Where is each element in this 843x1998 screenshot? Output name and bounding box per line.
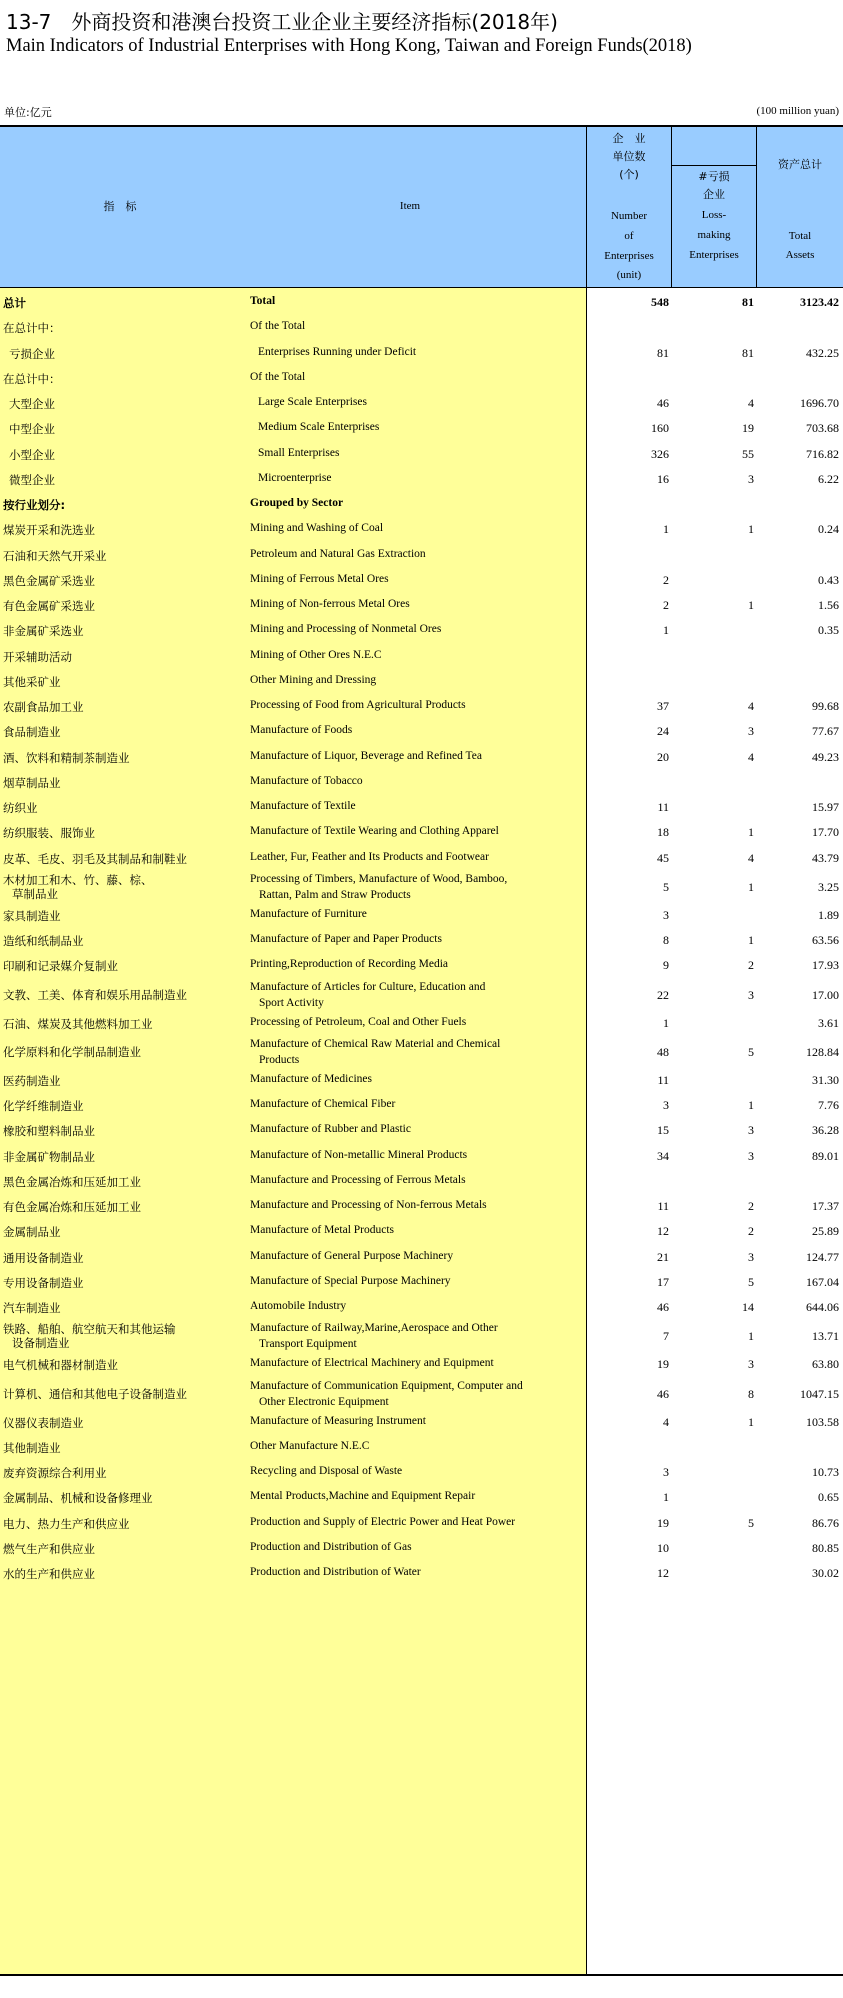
table-row [0, 795, 843, 820]
table-row [0, 1435, 843, 1460]
row-item-en: Petroleum and Natural Gas Extraction [250, 547, 426, 560]
row-item-en: Processing of Timbers, Manufacture of Wood, Bamboo, Rattan, Palm and Straw Products [250, 872, 508, 901]
row-item-en: Manufacture of Railway,Marine,Aerospace and Other Transport Equipment [250, 1322, 498, 1351]
row-enterprises: 2 [663, 572, 669, 587]
row-item-en: Enterprises Running under Deficit [258, 345, 417, 358]
row-item-en: Leather, Fur, Feather and Its Products and Footwear [250, 850, 489, 863]
row-loss-making: 1 [748, 522, 754, 537]
row-indicator-cn: 开采辅助活动 [3, 649, 72, 664]
row-enterprises: 3 [663, 1465, 669, 1479]
row-indicator-cn: 通用设备制造业 [3, 1250, 84, 1265]
row-total-assets: 3.25 [818, 879, 839, 894]
row-total-assets: 17.93 [812, 958, 839, 973]
table-row [0, 745, 843, 770]
row-enterprises: 3 [663, 1098, 669, 1112]
header-assets-en-1: Total [788, 230, 812, 242]
row-enterprises: 1 [663, 522, 669, 537]
row-loss-making: 14 [742, 1300, 754, 1314]
row-item-en: Manufacture of General Purpose Machinery [250, 1249, 454, 1262]
row-indicator-cn: 有色金属冶炼和压延加工业 [3, 1200, 141, 1214]
header-num-ent-cn-1: 企 业 [612, 132, 646, 145]
table-row [0, 846, 843, 871]
row-indicator-cn: 石油和天然气开采业 [3, 548, 107, 563]
row-loss-making: 3 [748, 1148, 754, 1163]
row-total-assets: 0.65 [818, 1490, 839, 1505]
row-total-assets: 17.70 [812, 825, 839, 840]
header-num-ent-en-3: Enterprises [604, 250, 654, 262]
row-indicator-cn: 废弃资源综合利用业 [3, 1466, 107, 1480]
table-row [0, 1011, 843, 1036]
header-num-ent-cn-2: 单位数 [612, 150, 646, 163]
table-row [0, 770, 843, 795]
table-row [0, 694, 843, 719]
table-row [0, 1536, 843, 1561]
row-item-en: Manufacture of Liquor, Beverage and Refined Tea [250, 749, 482, 762]
table-row [0, 1378, 843, 1410]
row-loss-making: 4 [748, 749, 754, 764]
row-item-en: Manufacture of Tobacco [250, 774, 363, 787]
row-enterprises: 17 [657, 1274, 669, 1289]
row-enterprises: 19 [657, 1357, 669, 1372]
row-indicator-cn: 大型企业 [9, 397, 55, 411]
row-enterprises: 12 [657, 1224, 669, 1239]
row-loss-making: 5 [748, 1515, 754, 1530]
row-item-en: Other Mining and Dressing [250, 673, 377, 686]
header-loss-en-1: Loss- [701, 209, 727, 221]
row-loss-making: 1 [748, 933, 754, 947]
row-item-en: Manufacture of Chemical Raw Material and Chemical Products [250, 1037, 501, 1066]
row-item-en: Manufacture and Processing of Ferrous Metals [250, 1173, 466, 1186]
row-loss-making: 3 [748, 1357, 754, 1372]
table-row [0, 290, 843, 315]
row-loss-making: 1 [748, 598, 754, 612]
table-row [0, 618, 843, 643]
row-item-en: Other Manufacture N.E.C [250, 1439, 370, 1452]
row-indicator-cn: 木材加工和木、竹、藤、棕、 草制品业 [3, 872, 153, 901]
header-assets-cn: 资产总计 [778, 158, 822, 171]
table-row [0, 341, 843, 366]
row-indicator-cn: 在总计中： [3, 321, 61, 336]
table-row [0, 1068, 843, 1093]
row-total-assets: 644.06 [806, 1300, 839, 1314]
row-item-en: Manufacture of Chemical Fiber [250, 1098, 396, 1110]
row-loss-making: 55 [742, 446, 754, 461]
row-total-assets: 1696.70 [800, 396, 839, 410]
table-row [0, 1144, 843, 1169]
row-total-assets: 17.37 [812, 1199, 839, 1213]
header-loss-en-3: Enterprises [689, 249, 739, 261]
row-item-en: Mental Products,Machine and Equipment Repair [250, 1490, 476, 1503]
table-row [0, 568, 843, 593]
row-item-en: Medium Scale Enterprises [258, 421, 380, 434]
table-row [0, 1245, 843, 1270]
table-row [0, 1561, 843, 1586]
table-row [0, 871, 843, 903]
row-indicator-cn: 中型企业 [9, 422, 55, 437]
row-indicator-cn: 家具制造业 [3, 908, 61, 923]
row-enterprises: 548 [651, 295, 669, 309]
row-item-en: Large Scale Enterprises [258, 396, 367, 408]
row-item-en: Manufacture of Medicines [250, 1072, 372, 1085]
row-item-en: Manufacture of Measuring Instrument [250, 1414, 426, 1427]
row-item-en: Manufacture and Processing of Non-ferrous Metals [250, 1199, 487, 1211]
header-num-ent-en-1: Number [610, 210, 648, 222]
row-enterprises: 16 [657, 471, 669, 486]
row-loss-making: 4 [748, 699, 754, 713]
row-loss-making: 1 [748, 879, 754, 894]
row-loss-making: 1 [748, 1414, 754, 1429]
row-loss-making: 5 [748, 1044, 754, 1059]
row-total-assets: 0.35 [818, 623, 839, 638]
row-total-assets: 128.84 [806, 1044, 839, 1059]
row-enterprises: 46 [657, 1386, 669, 1401]
row-total-assets: 3.61 [818, 1015, 839, 1030]
table-row [0, 1270, 843, 1295]
bottom-rule [0, 1974, 843, 1976]
row-total-assets: 703.68 [806, 421, 839, 436]
row-enterprises: 1 [663, 1015, 669, 1030]
row-item-en: Microenterprise [258, 471, 332, 484]
row-loss-making: 8 [748, 1386, 754, 1401]
header-assets-en-2: Assets [785, 249, 815, 261]
table-row [0, 442, 843, 467]
row-enterprises: 22 [657, 987, 669, 1002]
header-num-ent-cn-3: (个) [619, 168, 639, 181]
row-loss-making: 5 [748, 1274, 754, 1289]
table-body [0, 288, 843, 1974]
row-enterprises: 7 [663, 1329, 669, 1344]
row-total-assets: 6.22 [818, 471, 839, 486]
row-total-assets: 89.01 [812, 1148, 839, 1163]
row-total-assets: 716.82 [806, 446, 839, 461]
table-row [0, 669, 843, 694]
row-total-assets: 99.68 [812, 699, 839, 713]
table-row [0, 953, 843, 978]
row-enterprises: 20 [657, 749, 669, 764]
header-loss-cn-2: 企业 [703, 188, 725, 201]
table-row [0, 467, 843, 492]
row-item-en: Manufacture of Metal Products [250, 1224, 395, 1237]
row-total-assets: 25.89 [812, 1224, 839, 1239]
row-indicator-cn: 纺织业 [3, 801, 38, 815]
row-enterprises: 1 [663, 1490, 669, 1505]
header-loss-en-2: making [697, 229, 731, 241]
row-indicator-cn: 总计 [3, 296, 26, 310]
row-item-en: Manufacture of Textile Wearing and Clothing Apparel [250, 825, 499, 838]
row-enterprises: 34 [657, 1148, 669, 1163]
row-indicator-cn: 纺织服装、服饰业 [3, 826, 95, 841]
row-total-assets: 30.02 [812, 1566, 839, 1580]
row-enterprises: 10 [657, 1540, 669, 1555]
table-row [0, 315, 843, 340]
table-row [0, 1320, 843, 1352]
table-row [0, 979, 843, 1011]
row-enterprises: 45 [657, 850, 669, 865]
row-indicator-cn: 石油、煤炭及其他燃料加工业 [3, 1016, 153, 1031]
header-num-ent-en-4: (unit) [616, 269, 642, 281]
row-enterprises: 21 [657, 1249, 669, 1264]
row-indicator-cn: 黑色金属冶炼和压延加工业 [3, 1174, 141, 1189]
row-loss-making: 2 [748, 1199, 754, 1213]
table-row [0, 1410, 843, 1435]
row-enterprises: 11 [657, 800, 669, 814]
row-item-en: Automobile Industry [250, 1300, 347, 1312]
row-loss-making: 2 [748, 958, 754, 973]
row-enterprises: 2 [663, 598, 669, 612]
row-indicator-cn: 在总计中： [3, 371, 61, 386]
row-item-en: Manufacture of Furniture [250, 907, 367, 920]
row-indicator-cn: 造纸和纸制品业 [3, 934, 84, 948]
row-enterprises: 46 [657, 1300, 669, 1314]
row-total-assets: 0.24 [818, 522, 839, 537]
table-row [0, 416, 843, 441]
row-loss-making: 3 [748, 1123, 754, 1138]
row-indicator-cn: 金属制品业 [3, 1225, 61, 1240]
row-indicator-cn: 亏损企业 [9, 346, 55, 361]
row-loss-making: 4 [748, 396, 754, 410]
table-row [0, 820, 843, 845]
row-item-en: Mining and Washing of Coal [250, 522, 384, 535]
table-row [0, 517, 843, 542]
table-title-cn: 13-7 外商投资和港澳台投资工业企业主要经济指标(2018年) [6, 10, 558, 34]
row-indicator-cn: 汽车制造业 [3, 1301, 61, 1315]
row-indicator-cn: 电气机械和器材制造业 [3, 1358, 118, 1373]
row-indicator-cn: 计算机、通信和其他电子设备制造业 [3, 1386, 187, 1401]
row-total-assets: 86.76 [812, 1515, 839, 1530]
row-total-assets: 63.80 [812, 1357, 839, 1372]
row-enterprises: 48 [657, 1044, 669, 1059]
row-indicator-cn: 铁路、船舶、航空航天和其他运输 设备制造业 [3, 1322, 176, 1351]
row-enterprises: 46 [657, 396, 669, 410]
table-row [0, 1169, 843, 1194]
row-enterprises: 19 [657, 1515, 669, 1530]
table-row [0, 593, 843, 618]
row-loss-making: 2 [748, 1224, 754, 1239]
row-item-en: Production and Distribution of Gas [250, 1540, 412, 1553]
row-indicator-cn: 黑色金属矿采选业 [3, 573, 95, 588]
row-item-en: Recycling and Disposal of Waste [250, 1465, 403, 1477]
row-indicator-cn: 酒、饮料和精制茶制造业 [3, 750, 130, 765]
row-item-en: Of the Total [250, 370, 306, 383]
row-total-assets: 10.73 [812, 1465, 839, 1479]
row-enterprises: 4 [663, 1414, 669, 1429]
row-total-assets: 17.00 [812, 987, 839, 1002]
header-num-ent-en-2: of [624, 230, 634, 242]
row-item-en: Manufacture of Non-metallic Mineral Products [250, 1148, 468, 1161]
row-enterprises: 11 [657, 1072, 669, 1087]
row-indicator-cn: 电力、热力生产和供应业 [3, 1516, 130, 1531]
row-indicator-cn: 其他采矿业 [3, 674, 61, 689]
row-indicator-cn: 水的生产和供应业 [3, 1567, 95, 1581]
row-indicator-cn: 烟草制品业 [3, 775, 61, 790]
table-row [0, 391, 843, 416]
table-title-en: Main Indicators of Industrial Enterprises with Hong Kong, Taiwan and Foreign Funds(2018) [6, 36, 692, 56]
row-loss-making: 4 [748, 850, 754, 865]
row-total-assets: 15.97 [812, 800, 839, 814]
row-total-assets: 167.04 [806, 1274, 839, 1289]
row-indicator-cn: 文教、工美、体育和娱乐用品制造业 [3, 987, 187, 1002]
row-item-en: Processing of Food from Agricultural Products [250, 699, 466, 711]
header-loss-cn-1: #亏损 [698, 170, 730, 183]
row-loss-making: 3 [748, 1249, 754, 1264]
row-total-assets: 1047.15 [800, 1386, 839, 1401]
row-indicator-cn: 有色金属矿采选业 [3, 599, 95, 613]
row-loss-making: 3 [748, 471, 754, 486]
row-indicator-cn: 化学原料和化学制品制造业 [3, 1044, 141, 1059]
row-indicator-cn: 非金属矿采选业 [3, 624, 84, 639]
table-row [0, 1295, 843, 1320]
row-loss-making: 19 [742, 421, 754, 436]
row-indicator-cn: 橡胶和塑料制品业 [3, 1124, 95, 1139]
row-total-assets: 124.77 [806, 1249, 839, 1264]
row-loss-making: 3 [748, 724, 754, 739]
row-item-en: Production and Supply of Electric Power and Heat Power [250, 1515, 516, 1528]
row-item-en: Mining and Processing of Nonmetal Ores [250, 623, 442, 636]
table-row [0, 492, 843, 517]
row-enterprises: 3 [663, 907, 669, 922]
row-enterprises: 18 [657, 825, 669, 840]
row-item-en: Mining of Other Ores N.E.C [250, 648, 382, 661]
header-indicator-cn: 指 标 [103, 200, 137, 213]
row-enterprises: 24 [657, 724, 669, 739]
row-enterprises: 15 [657, 1123, 669, 1138]
table-row [0, 1352, 843, 1377]
row-indicator-cn: 金属制品、机械和设备修理业 [3, 1491, 153, 1506]
row-loss-making: 81 [742, 295, 754, 309]
row-indicator-cn: 化学纤维制造业 [3, 1099, 84, 1113]
table-row [0, 366, 843, 391]
row-enterprises: 5 [663, 879, 669, 894]
row-enterprises: 160 [651, 421, 669, 436]
row-indicator-cn: 医药制造业 [3, 1073, 61, 1088]
row-loss-making: 1 [748, 1329, 754, 1344]
header-item-en: Item [399, 200, 421, 212]
row-total-assets: 3123.42 [800, 295, 839, 309]
table-row [0, 1093, 843, 1118]
row-indicator-cn: 煤炭开采和洗选业 [3, 523, 95, 538]
row-item-en: Manufacture of Articles for Culture, Education and Sport Activity [250, 980, 486, 1009]
unit-label-en: (100 million yuan) [756, 105, 839, 117]
row-total-assets: 1.56 [818, 598, 839, 612]
table-row [0, 719, 843, 744]
row-total-assets: 80.85 [812, 1540, 839, 1555]
table-row [0, 928, 843, 953]
row-indicator-cn: 小型企业 [9, 447, 55, 462]
row-enterprises: 12 [657, 1566, 669, 1580]
row-indicator-cn: 燃气生产和供应业 [3, 1541, 95, 1556]
row-item-en: Manufacture of Foods [250, 724, 353, 737]
row-item-en: Manufacture of Electrical Machinery and Equipment [250, 1357, 494, 1370]
row-total-assets: 0.43 [818, 572, 839, 587]
row-indicator-cn: 皮革、毛皮、羽毛及其制品和制鞋业 [3, 851, 187, 866]
unit-label-cn: 单位:亿元 [4, 106, 52, 119]
table-row [0, 1219, 843, 1244]
table-row [0, 1460, 843, 1485]
row-total-assets: 43.79 [812, 850, 839, 865]
row-item-en: Manufacture of Communication Equipment, Computer and Other Electronic Equipment [250, 1379, 523, 1408]
table-row [0, 543, 843, 568]
row-item-en: Manufacture of Rubber and Plastic [250, 1123, 411, 1136]
row-total-assets: 1.89 [818, 907, 839, 922]
row-item-en: Mining of Non-ferrous Metal Ores [250, 598, 410, 610]
row-item-en: Of the Total [250, 320, 306, 333]
row-indicator-cn: 微型企业 [9, 472, 55, 487]
row-total-assets: 13.71 [812, 1329, 839, 1344]
table-row [0, 903, 843, 928]
row-loss-making: 1 [748, 825, 754, 840]
row-total-assets: 36.28 [812, 1123, 839, 1138]
table-row [0, 1194, 843, 1219]
table-row [0, 1511, 843, 1536]
row-indicator-cn: 仪器仪表制造业 [3, 1415, 84, 1430]
row-item-en: Grouped by Sector [250, 497, 344, 509]
row-item-en: Total [250, 295, 276, 307]
row-item-en: Production and Distribution of Water [250, 1566, 421, 1578]
table-header [0, 127, 843, 288]
row-enterprises: 81 [657, 345, 669, 360]
table-row [0, 1118, 843, 1143]
row-item-en: Manufacture of Special Purpose Machinery [250, 1274, 451, 1287]
row-enterprises: 9 [663, 958, 669, 973]
row-item-en: Processing of Petroleum, Coal and Other Fuels [250, 1015, 467, 1028]
row-item-en: Small Enterprises [258, 446, 340, 459]
row-indicator-cn: 专用设备制造业 [3, 1275, 84, 1290]
row-item-en: Printing,Reproduction of Recording Media [250, 958, 449, 971]
row-total-assets: 432.25 [806, 345, 839, 360]
row-enterprises: 8 [663, 933, 669, 947]
row-enterprises: 1 [663, 623, 669, 638]
row-indicator-cn: 农副食品加工业 [3, 700, 84, 714]
row-enterprises: 11 [657, 1199, 669, 1213]
row-total-assets: 63.56 [812, 933, 839, 947]
table-row [0, 644, 843, 669]
row-item-en: Mining of Ferrous Metal Ores [250, 572, 389, 585]
row-indicator-cn: 印刷和记录媒介复制业 [3, 959, 118, 974]
row-total-assets: 49.23 [812, 749, 839, 764]
row-item-en: Manufacture of Textile [250, 800, 356, 812]
row-loss-making: 81 [742, 345, 754, 360]
row-enterprises: 326 [651, 446, 669, 461]
row-total-assets: 77.67 [812, 724, 839, 739]
table-row [0, 1485, 843, 1510]
row-total-assets: 7.76 [818, 1098, 839, 1112]
row-indicator-cn: 非金属矿物制品业 [3, 1149, 95, 1164]
row-loss-making: 1 [748, 1098, 754, 1112]
row-total-assets: 103.58 [806, 1414, 839, 1429]
row-loss-making: 3 [748, 987, 754, 1002]
row-enterprises: 37 [657, 699, 669, 713]
row-indicator-cn: 食品制造业 [3, 725, 61, 740]
row-item-en: Manufacture of Paper and Paper Products [250, 933, 442, 945]
row-total-assets: 31.30 [812, 1072, 839, 1087]
table-row [0, 1036, 843, 1068]
row-indicator-cn: 按行业划分: [3, 498, 66, 512]
row-indicator-cn: 其他制造业 [3, 1440, 61, 1455]
